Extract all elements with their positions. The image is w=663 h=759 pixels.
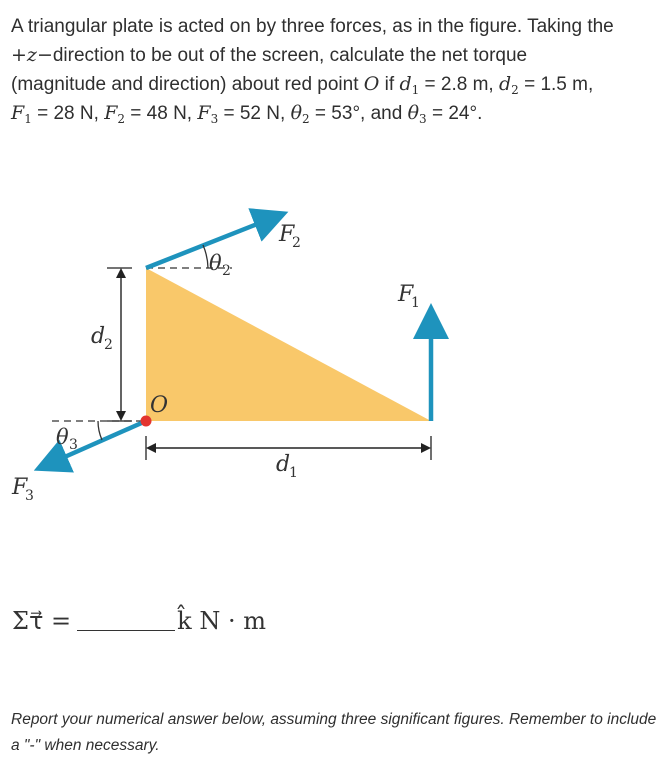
label-F2-subscript: 2 — [292, 235, 301, 251]
d2-subscript: 2 — [511, 83, 519, 97]
problem-statement — [11, 12, 656, 128]
problem-line-2: +z−direction to be out of the screen, calculate the net torque — [11, 44, 528, 66]
problem-line-4 — [11, 99, 656, 128]
answer-input-blank[interactable] — [77, 606, 175, 631]
F3-symbol: F — [197, 102, 211, 124]
theta2-angle-arc — [203, 245, 208, 268]
F1-symbol: F — [11, 102, 25, 124]
F2-value: = 48 N, — [125, 103, 198, 124]
label-theta3-subscript: 3 — [69, 437, 78, 453]
label-d1: d — [276, 452, 291, 477]
label-theta3: θ — [56, 425, 69, 449]
F3-subscript: 3 — [210, 112, 219, 126]
problem-line-3-text: (magnitude and direction) about red point — [11, 74, 359, 95]
label-d2-subscript: 2 — [104, 337, 113, 353]
F2-symbol: F — [104, 102, 118, 124]
net-torque-label: Στ⃗ = — [12, 607, 72, 635]
theta2-symbol: θ — [290, 102, 303, 124]
label-d2: d — [91, 324, 106, 349]
label-d1-subscript: 1 — [289, 465, 298, 481]
label-F3: F — [12, 475, 28, 500]
F1-subscript: 1 — [24, 112, 32, 126]
force-diagram — [0, 190, 663, 520]
d2-symbol: d — [498, 73, 512, 95]
instructions-line-1: Report your numerical answer below, assuming three significant figures. Remember to include — [11, 711, 657, 728]
theta2-value: = 53°, and — [309, 103, 408, 124]
problem-line-1: A triangular plate is acted on by three forces, as in the figure. Taking the — [11, 16, 614, 37]
label-F1-subscript: 1 — [411, 295, 420, 311]
theta3-value: = 24°. — [426, 103, 483, 124]
label-theta2-subscript: 2 — [222, 263, 231, 279]
theta2-subscript: 2 — [302, 112, 310, 126]
theta3-symbol: θ — [407, 102, 420, 124]
label-O: O — [150, 393, 169, 418]
label-F1: F — [398, 282, 414, 307]
instructions-line-2: a "-" when necessary. — [11, 737, 160, 754]
label-theta2: θ — [209, 251, 222, 275]
d2-value: = 1.5 m, — [518, 74, 594, 95]
F1-value: = 28 N, — [31, 103, 105, 124]
theta3-angle-arc — [98, 421, 102, 440]
theta3-subscript: 3 — [419, 112, 427, 126]
d1-subscript: 1 — [411, 83, 420, 97]
label-F3-subscript: 3 — [25, 488, 34, 504]
d1-value: = 2.8 m, — [419, 74, 499, 95]
F2-subscript: 2 — [117, 112, 126, 126]
answer-row — [12, 606, 266, 640]
problem-line-3 — [11, 70, 656, 99]
answer-units: k̂ N · m — [177, 607, 266, 635]
F3-value: = 52 N, — [218, 103, 291, 124]
label-F2: F — [279, 222, 295, 247]
point-O-symbol: O — [363, 73, 380, 95]
problem-line-3-tail: if — [384, 74, 395, 95]
answer-instructions — [11, 707, 659, 759]
problem-line-2-text: direction to be out of the screen, calculate the net torque — [52, 45, 528, 66]
triangular-plate — [146, 268, 431, 421]
d1-symbol: d — [399, 73, 412, 95]
